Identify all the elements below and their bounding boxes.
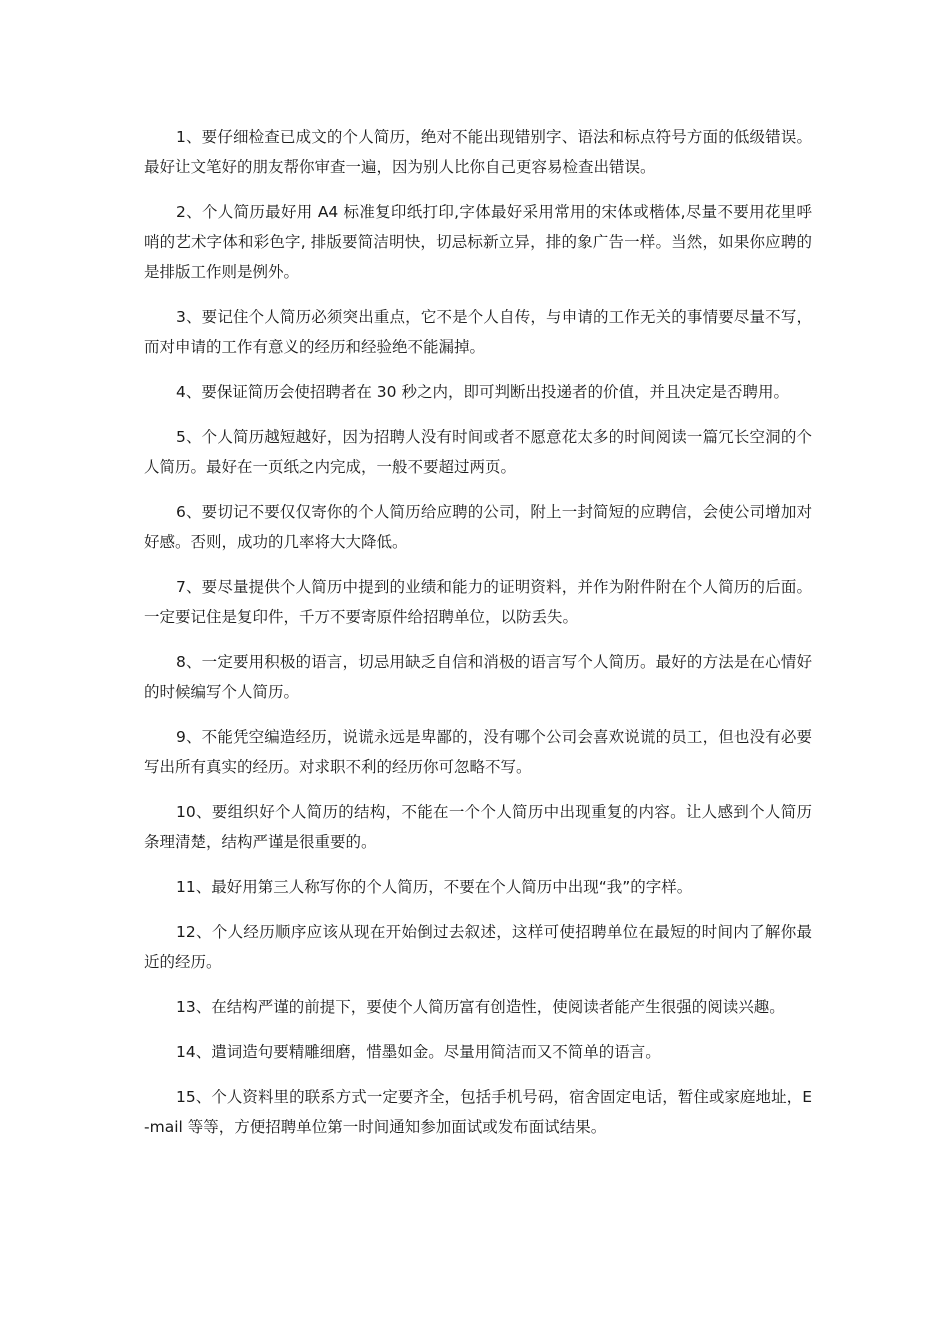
paragraph-8: 8、一定要用积极的语言，切忌用缺乏自信和消极的语言写个人简历。最好的方法是在心情好的时候编写个人简历。 [144, 653, 812, 701]
paragraph-9: 9、不能凭空编造经历，说谎永远是卑鄙的，没有哪个公司会喜欢说谎的员工，但也没有必要写出所有真实的经历。对求职不利的经历你可忽略不写。 [144, 728, 812, 776]
paragraph-3: 3、要记住个人简历必须突出重点，它不是个人自传，与申请的工作无关的事情要尽量不写，而对申请的工作有意义的经历和经验绝不能漏掉。 [144, 308, 812, 356]
paragraph-2: 2、个人简历最好用 A4 标准复印纸打印,字体最好采用常用的宋体或楷体,尽量不要用花里呼哨的艺术字体和彩色字, 排版要简洁明快，切忌标新立异，排的象广告一样。当然，如果你应聘的是排版工作则是例外。 [144, 203, 812, 281]
paragraph-7: 7、要尽量提供个人简历中提到的业绩和能力的证明资料，并作为附件附在个人简历的后面。一定要记住是复印件，千万不要寄原件给招聘单位，以防丢失。 [144, 578, 812, 626]
paragraph-13: 13、在结构严谨的前提下，要使个人简历富有创造性，使阅读者能产生很强的阅读兴趣。 [176, 998, 785, 1016]
paragraph-10: 10、要组织好个人简历的结构，不能在一个个人简历中出现重复的内容。让人感到个人简历条理清楚，结构严谨是很重要的。 [144, 803, 812, 851]
paragraph-11: 11、最好用第三人称写你的个人简历，不要在个人简历中出现“我”的字样。 [176, 878, 693, 896]
paragraph-15: 15、个人资料里的联系方式一定要齐全，包括手机号码，宿舍固定电话，暂住或家庭地址，E-mail 等等，方便招聘单位第一时间通知参加面试或发布面试结果。 [144, 1088, 812, 1136]
document-body [144, 122, 812, 1157]
paragraph-1: 1、要仔细检查已成文的个人简历，绝对不能出现错别字、语法和标点符号方面的低级错误。最好让文笔好的朋友帮你审查一遍，因为别人比你自己更容易检查出错误。 [144, 128, 812, 176]
paragraph-6: 6、要切记不要仅仅寄你的个人简历给应聘的公司，附上一封简短的应聘信，会使公司增加对好感。否则，成功的几率将大大降低。 [144, 503, 812, 551]
paragraph-14: 14、遣词造句要精雕细磨，惜墨如金。尽量用简洁而又不简单的语言。 [176, 1043, 661, 1061]
paragraph-12: 12、个人经历顺序应该从现在开始倒过去叙述，这样可使招聘单位在最短的时间内了解你最近的经历。 [144, 923, 812, 971]
paragraph-5: 5、个人简历越短越好，因为招聘人没有时间或者不愿意花太多的时间阅读一篇冗长空洞的个人简历。最好在一页纸之内完成，一般不要超过两页。 [144, 428, 812, 476]
paragraph-4: 4、要保证简历会使招聘者在 30 秒之内，即可判断出投递者的价值，并且决定是否聘用。 [176, 383, 789, 401]
